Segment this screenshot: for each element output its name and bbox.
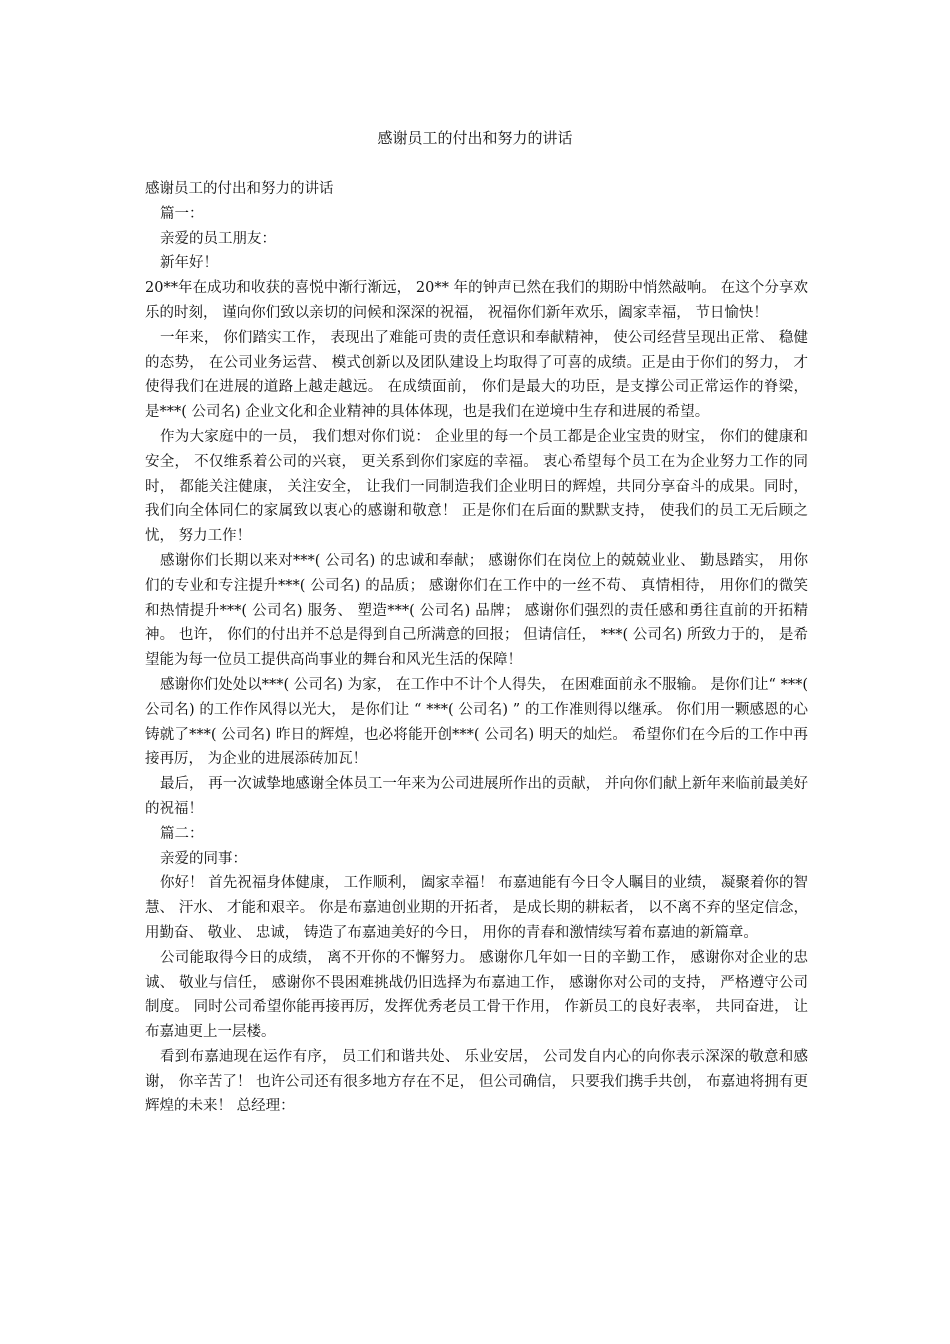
paragraph: 看到布嘉迪现在运作有序， 员工们和谐共处、 乐业安居， 公司发自内心的向你表示深深的敬意和感谢， 你辛苦了！ 也许公司还有很多地方存在不足， 但公司确信， 只要我们携手共创， 布嘉迪将拥有更辉煌的未来！ 总经理： xyxy=(145,1048,808,1115)
paragraph: 感谢你们处处以***( 公司名) 为家， 在工作中不计个人得失， 在困难面前永不服输。 是你们让“ ***( 公司名) 的工作作风得以光大， 是你们让 “ ***( 公司名) ” 的工作准则得以继承。 你们用一颗感恩的心铸就了***( 公司名) 昨日的辉煌，也必将能开创***( 公司名) 明天的灿烂。 希望你们在今后的工作中再接再厉， 为企业的进展添砖加瓦！ xyxy=(145,676,808,768)
section-label-1: 篇一： xyxy=(160,205,204,222)
document-title: 感谢员工的付出和努力的讲话 xyxy=(377,129,573,147)
salutation-1: 亲爱的员工朋友： xyxy=(160,230,276,247)
paragraph: 作为大家庭中的一员， 我们想对你们说： 企业里的每一个员工都是企业宝贵的财宝， 你们的健康和安全， 不仅维系着公司的兴衰， 更关系到你们家庭的幸福。 衷心希望每个员工在为企业努力工作的同时， 都能关注健康， 关注安全， 让我们一同制造我们企业明日的辉煌，共同分享奋斗的成果。同时， 我们向全体同仁的家属致以衷心的感谢和敬意！ 正是你们在后面的默默支持， 使我们的员工无后顾之忧， 努力工作！ xyxy=(145,428,808,545)
greeting-1: 新年好！ xyxy=(160,255,218,272)
paragraph: 公司能取得今日的成绩， 离不开你的不懈努力。 感谢你几年如一日的辛勤工作， 感谢你对企业的忠诚、 敬业与信任， 感谢你不畏困难挑战仍旧选择为布嘉迪工作， 感谢你对公司的支持， 严格遵守公司制度。 同时公司希望你能再接再厉，发挥优秀老员工骨干作用， 作新员工的良好表率， 共同奋进， 让布嘉迪更上一层楼。 xyxy=(145,949,808,1041)
paragraph: 20**年在成功和收获的喜悦中渐行渐远， 20** 年的钟声已然在我们的期盼中悄然敲响。 在这个分享欢乐的时刻， 谨向你们致以亲切的问候和深深的祝福， 祝福你们新年欢乐，阖家幸福， 节日愉快！ xyxy=(145,280,808,321)
salutation-2: 亲爱的同事： xyxy=(160,850,247,867)
section-label-2: 篇二： xyxy=(160,825,204,842)
paragraph: 感谢你们长期以来对***( 公司名) 的忠诚和奉献； 感谢你们在岗位上的兢兢业业、 勤恳踏实， 用你们的专业和专注提升***( 公司名) 的品质； 感谢你们在工作中的一丝不苟、 真情相待， 用你们的微笑和热情提升***( 公司名) 服务、 塑造***( 公司名) 品牌； 感谢你们强烈的责任感和勇往直前的开拓精神。 也许， 你们的付出并不总是得到自己所满意的回报； 但请信任， ***( 公司名) 所致力于的， 是希望能为每一位员工提供高尚事业的舞台和风光生活的保障！ xyxy=(145,552,808,669)
body-heading: 感谢员工的付出和努力的讲话 xyxy=(145,181,334,197)
paragraph: 一年来， 你们踏实工作， 表现出了难能可贵的责任意识和奉献精神， 使公司经营呈现出正常、 稳健的态势， 在公司业务运营、 模式创新以及团队建设上均取得了可喜的成绩。正是由于你们的努力， 才使得我们在进展的道路上越走越远。 在成绩面前， 你们是最大的功臣，是支撑公司正常运作的脊梁， 是***( 公司名) 企业文化和企业精神的具体体现，也是我们在逆境中生存和进展的希望。 xyxy=(145,329,808,421)
paragraph: 最后， 再一次诚挚地感谢全体员工一年来为公司进展所作出的贡献， 并向你们献上新年来临前最美好的祝福！ xyxy=(145,776,808,817)
document-body xyxy=(145,177,808,1119)
paragraph: 你好！ 首先祝福身体健康， 工作顺利， 阖家幸福！ 布嘉迪能有今日令人瞩目的业绩， 凝聚着你的智慧、 汗水、 才能和艰辛。 你是布嘉迪创业期的开拓者， 是成长期的耕耘者， 以不离不弃的坚定信念， 用勤奋、 敬业、 忠诚， 铸造了布嘉迪美好的今日， 用你的青春和激情续写着布嘉迪的新篇章。 xyxy=(145,875,808,941)
